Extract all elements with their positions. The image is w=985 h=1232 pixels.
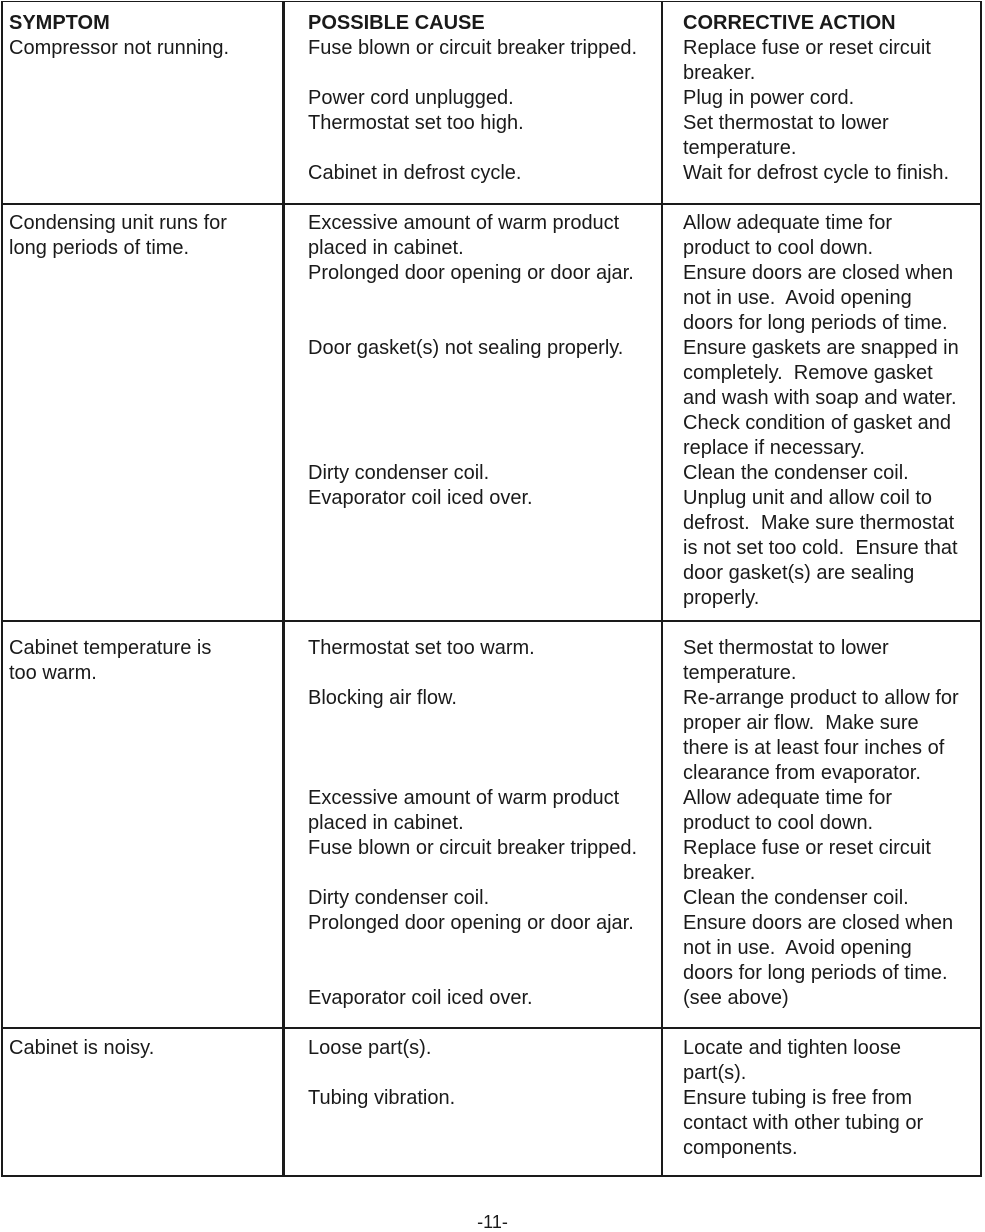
action-text: is not set too cold. Ensure that [683, 537, 958, 559]
cause-text: Tubing vibration. [308, 1087, 456, 1109]
cause-text: Evaporator coil iced over. [308, 487, 533, 509]
action-text: Plug in power cord. [683, 87, 855, 109]
action-text: Allow adequate time for [683, 787, 893, 809]
column-divider-1 [282, 2, 285, 1176]
action-text: part(s). [683, 1062, 747, 1084]
action-text: breaker. [683, 62, 756, 84]
action-text: Allow adequate time for [683, 212, 893, 234]
action-text: Clean the condenser coil. [683, 462, 909, 484]
action-text: temperature. [683, 662, 797, 684]
cause-text: Door gasket(s) not sealing properly. [308, 337, 624, 359]
action-text: Ensure gaskets are snapped in [683, 337, 959, 359]
action-text: replace if necessary. [683, 437, 865, 459]
action-text: Check condition of gasket and [683, 412, 951, 434]
symptom-text: Cabinet is noisy. [9, 1037, 155, 1059]
symptom-text: Compressor not running. [9, 37, 230, 59]
action-text: Replace fuse or reset circuit [683, 837, 931, 859]
action-text: doors for long periods of time. [683, 962, 948, 984]
cause-text: placed in cabinet. [308, 237, 464, 259]
action-text: Ensure doors are closed when [683, 262, 954, 284]
symptom-text: Condensing unit runs for [9, 212, 227, 234]
action-text: breaker. [683, 862, 756, 884]
action-text: there is at least four inches of [683, 737, 945, 759]
cause-text: Prolonged door opening or door ajar. [308, 262, 634, 284]
action-text: Ensure tubing is free from [683, 1087, 912, 1109]
action-text: not in use. Avoid opening [683, 287, 912, 309]
action-text: Set thermostat to lower [683, 637, 889, 659]
cause-text: Prolonged door opening or door ajar. [308, 912, 634, 934]
header-corrective-action: CORRECTIVE ACTION [683, 12, 896, 34]
action-text: and wash with soap and water. [683, 387, 957, 409]
row-divider-1 [2, 203, 982, 205]
header-symptom: SYMPTOM [9, 12, 110, 34]
action-text: product to cool down. [683, 812, 874, 834]
cause-text: Excessive amount of warm product [308, 212, 620, 234]
row-divider-3 [2, 1027, 982, 1029]
action-text: completely. Remove gasket [683, 362, 933, 384]
action-text: Set thermostat to lower [683, 112, 889, 134]
action-text: contact with other tubing or [683, 1112, 924, 1134]
symptom-text: Cabinet temperature is [9, 637, 212, 659]
cause-text: Dirty condenser coil. [308, 887, 490, 909]
cause-text: Fuse blown or circuit breaker tripped. [308, 837, 638, 859]
cause-text: Dirty condenser coil. [308, 462, 490, 484]
action-text: temperature. [683, 137, 797, 159]
row-divider-2 [2, 620, 982, 622]
action-text: Replace fuse or reset circuit [683, 37, 931, 59]
cause-text: Cabinet in defrost cycle. [308, 162, 522, 184]
cause-text: Excessive amount of warm product [308, 787, 620, 809]
cause-text: Power cord unplugged. [308, 87, 514, 109]
action-text: components. [683, 1137, 798, 1159]
action-text: Wait for defrost cycle to finish. [683, 162, 950, 184]
page-number: -11- [477, 1212, 508, 1232]
header-possible-cause: POSSIBLE CAUSE [308, 12, 485, 34]
action-text: product to cool down. [683, 237, 874, 259]
cause-text: Loose part(s). [308, 1037, 432, 1059]
action-text: Locate and tighten loose [683, 1037, 901, 1059]
cause-text: Evaporator coil iced over. [308, 987, 533, 1009]
action-text: door gasket(s) are sealing [683, 562, 915, 584]
column-divider-2 [661, 2, 663, 1177]
action-text: proper air flow. Make sure [683, 712, 919, 734]
action-text: defrost. Make sure thermostat [683, 512, 955, 534]
symptom-text: too warm. [9, 662, 97, 684]
action-text: Re-arrange product to allow for [683, 687, 959, 709]
action-text: properly. [683, 587, 760, 609]
symptom-text: long periods of time. [9, 237, 190, 259]
cause-text: Thermostat set too high. [308, 112, 524, 134]
action-text: doors for long periods of time. [683, 312, 948, 334]
cause-text: Fuse blown or circuit breaker tripped. [308, 37, 638, 59]
cause-text: placed in cabinet. [308, 812, 464, 834]
cause-text: Blocking air flow. [308, 687, 457, 709]
action-text: Clean the condenser coil. [683, 887, 909, 909]
action-text: clearance from evaporator. [683, 762, 921, 784]
action-text: Unplug unit and allow coil to [683, 487, 933, 509]
cause-text: Thermostat set too warm. [308, 637, 535, 659]
action-text: not in use. Avoid opening [683, 937, 912, 959]
action-text: (see above) [683, 987, 789, 1009]
action-text: Ensure doors are closed when [683, 912, 954, 934]
